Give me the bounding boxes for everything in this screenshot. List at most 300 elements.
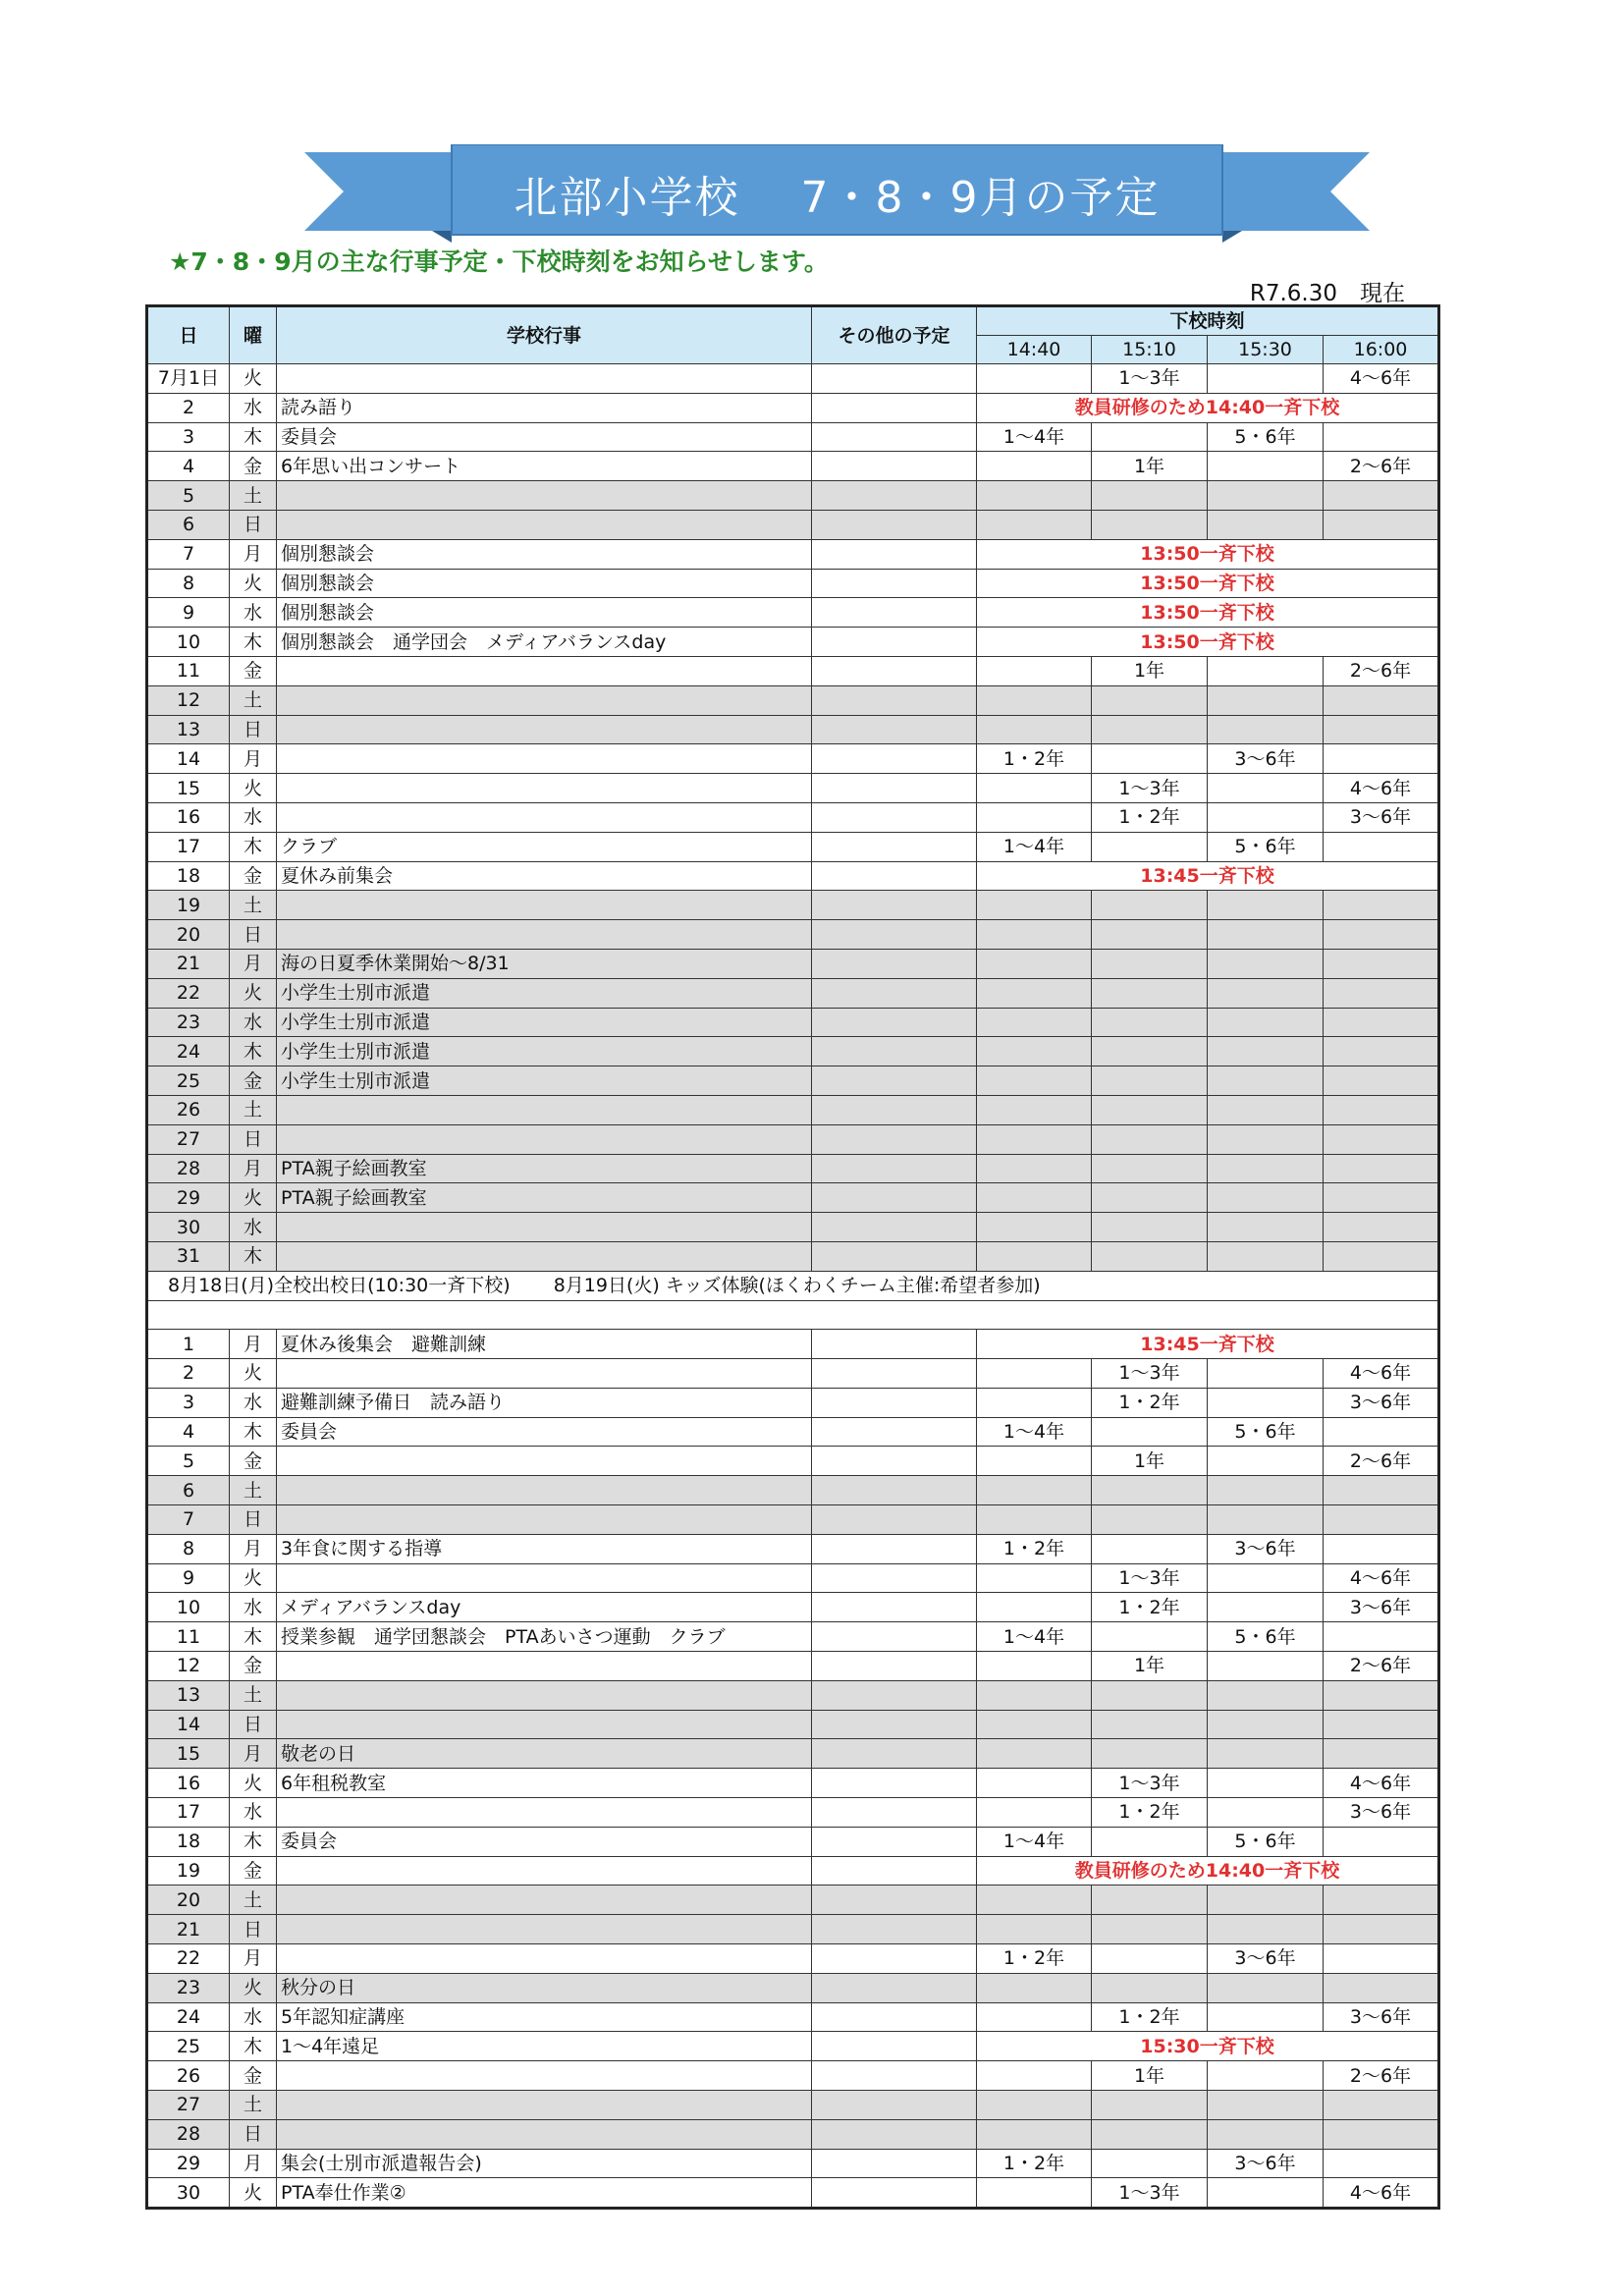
dismissal-cell <box>1092 1417 1208 1447</box>
table-row <box>147 744 1439 774</box>
table-row <box>147 1710 1439 1739</box>
weekday-cell: 水 <box>230 1798 277 1828</box>
dismissal-cell <box>1092 422 1208 452</box>
weekday-cell: 火 <box>230 774 277 803</box>
other-cell <box>812 1915 977 1944</box>
table-row <box>147 422 1439 452</box>
day-cell: 26 <box>147 1095 230 1124</box>
event-cell <box>277 891 812 920</box>
dismissal-cell <box>1324 1739 1439 1769</box>
dismissal-cell <box>1208 2091 1324 2120</box>
dismissal-notice: 13:50一斉下校 <box>977 569 1439 598</box>
table-row <box>147 1124 1439 1154</box>
table-row <box>147 2061 1439 2091</box>
event-cell: 敬老の日 <box>277 1739 812 1769</box>
table-row <box>147 2178 1439 2209</box>
dismissal-cell <box>977 1652 1092 1681</box>
day-cell: 16 <box>147 802 230 832</box>
dismissal-cell <box>977 1124 1092 1154</box>
other-cell <box>812 920 977 950</box>
day-cell: 15 <box>147 1739 230 1769</box>
dismissal-cell: 2～6年 <box>1324 452 1439 481</box>
day-cell: 31 <box>147 1241 230 1271</box>
event-cell <box>277 685 812 715</box>
dismissal-cell: 1・2年 <box>977 1944 1092 1974</box>
dismissal-notice: 教員研修のため14:40一斉下校 <box>977 1856 1439 1886</box>
weekday-cell: 日 <box>230 1505 277 1535</box>
september-rows <box>147 1330 1439 2209</box>
day-cell: 2 <box>147 393 230 422</box>
table-row <box>147 1008 1439 1037</box>
day-cell: 21 <box>147 949 230 978</box>
table-row <box>147 1739 1439 1769</box>
event-cell <box>277 2119 812 2149</box>
dismissal-cell: 5・6年 <box>1208 1417 1324 1447</box>
event-cell <box>277 1944 812 1974</box>
dismissal-cell <box>977 920 1092 950</box>
section-gap <box>147 1300 1439 1330</box>
dismissal-cell <box>1324 1680 1439 1710</box>
dismissal-cell: 1年 <box>1092 1447 1208 1476</box>
dismissal-cell <box>1324 1827 1439 1856</box>
event-cell: 5年認知症講座 <box>277 2002 812 2032</box>
weekday-cell: 月 <box>230 744 277 774</box>
dismissal-cell <box>977 1095 1092 1124</box>
dismissal-cell <box>1092 978 1208 1008</box>
day-cell: 3 <box>147 422 230 452</box>
dismissal-cell: 1～4年 <box>977 832 1092 861</box>
day-cell: 18 <box>147 1827 230 1856</box>
dismissal-cell <box>1324 2091 1439 2120</box>
dismissal-cell <box>1324 1534 1439 1563</box>
dismissal-cell <box>1208 1798 1324 1828</box>
other-cell <box>812 2091 977 2120</box>
event-cell: 小学生士別市派遣 <box>277 1008 812 1037</box>
dismissal-cell <box>1092 2149 1208 2178</box>
day-cell: 6 <box>147 510 230 539</box>
dismissal-cell <box>1208 1008 1324 1037</box>
dismissal-cell: 3～6年 <box>1324 1798 1439 1828</box>
weekday-cell: 水 <box>230 2002 277 2032</box>
dismissal-cell <box>1324 1241 1439 1271</box>
event-cell <box>277 1856 812 1886</box>
dismissal-cell: 1～3年 <box>1092 774 1208 803</box>
other-cell <box>812 1563 977 1593</box>
other-cell <box>812 1593 977 1622</box>
dismissal-cell <box>1092 1710 1208 1739</box>
other-cell <box>812 1973 977 2002</box>
weekday-cell: 土 <box>230 1476 277 1505</box>
dismissal-cell: 3～6年 <box>1208 744 1324 774</box>
day-cell: 12 <box>147 685 230 715</box>
weekday-cell: 火 <box>230 364 277 394</box>
other-cell <box>812 1680 977 1710</box>
other-cell <box>812 422 977 452</box>
other-cell <box>812 949 977 978</box>
dismissal-cell <box>1208 1447 1324 1476</box>
dismissal-cell: 1年 <box>1092 2061 1208 2091</box>
other-cell <box>812 1330 977 1359</box>
dismissal-cell <box>977 481 1092 511</box>
table-row <box>147 2032 1439 2061</box>
dismissal-cell: 1・2年 <box>1092 1593 1208 1622</box>
dismissal-cell: 1年 <box>1092 1652 1208 1681</box>
day-cell: 13 <box>147 1680 230 1710</box>
event-cell: 6年租税教室 <box>277 1769 812 1798</box>
table-row <box>147 1447 1439 1476</box>
notice-text: ★7・8・9月の主な行事予定・下校時刻をお知らせします。 <box>169 247 829 276</box>
weekday-cell: 月 <box>230 1739 277 1769</box>
other-cell <box>812 1505 977 1535</box>
dismissal-cell <box>1092 891 1208 920</box>
table-row <box>147 774 1439 803</box>
table-row <box>147 1066 1439 1096</box>
dismissal-cell <box>977 1183 1092 1213</box>
dismissal-cell <box>1324 1213 1439 1242</box>
table-row <box>147 832 1439 861</box>
weekday-cell: 木 <box>230 2032 277 2061</box>
weekday-cell: 水 <box>230 802 277 832</box>
dismissal-cell <box>977 2119 1092 2149</box>
dismissal-cell <box>1208 1886 1324 1915</box>
event-cell <box>277 1476 812 1505</box>
dismissal-cell <box>1208 656 1324 685</box>
weekday-cell: 日 <box>230 1710 277 1739</box>
weekday-cell: 水 <box>230 1388 277 1417</box>
event-cell: 委員会 <box>277 422 812 452</box>
dismissal-cell <box>1324 832 1439 861</box>
event-cell: 委員会 <box>277 1417 812 1447</box>
event-cell: 個別懇談会 <box>277 539 812 569</box>
event-cell: クラブ <box>277 832 812 861</box>
table-row <box>147 2002 1439 2032</box>
dismissal-cell <box>1208 1183 1324 1213</box>
dismissal-cell <box>977 1973 1092 2002</box>
dismissal-cell: 1～3年 <box>1092 2178 1208 2209</box>
weekday-cell: 火 <box>230 1769 277 1798</box>
other-cell <box>812 1124 977 1154</box>
day-cell: 3 <box>147 1388 230 1417</box>
dismissal-cell <box>1324 481 1439 511</box>
dismissal-cell <box>1324 1710 1439 1739</box>
dismissal-cell <box>1092 1680 1208 1710</box>
weekday-cell: 月 <box>230 1944 277 1974</box>
day-cell: 11 <box>147 656 230 685</box>
weekday-cell: 木 <box>230 1827 277 1856</box>
dismissal-cell: 3～6年 <box>1324 2002 1439 2032</box>
other-cell <box>812 2002 977 2032</box>
day-cell: 6 <box>147 1476 230 1505</box>
table-row <box>147 1973 1439 2002</box>
dismissal-cell <box>977 685 1092 715</box>
dismissal-cell <box>1324 1505 1439 1535</box>
other-cell <box>812 1944 977 1974</box>
weekday-cell: 日 <box>230 1124 277 1154</box>
dismissal-cell: 4～6年 <box>1324 1359 1439 1389</box>
weekday-cell: 火 <box>230 1359 277 1389</box>
table-row <box>147 1505 1439 1535</box>
table-row <box>147 1622 1439 1652</box>
dismissal-cell: 2～6年 <box>1324 2061 1439 2091</box>
dismissal-cell <box>1324 1008 1439 1037</box>
dismissal-cell <box>1324 1066 1439 1096</box>
event-cell: 3年食に関する指導 <box>277 1534 812 1563</box>
dismissal-cell <box>977 774 1092 803</box>
dismissal-cell: 4～6年 <box>1324 1563 1439 1593</box>
header-time-1510: 15:10 <box>1092 336 1208 364</box>
table-row <box>147 1330 1439 1359</box>
dismissal-cell <box>1324 1154 1439 1183</box>
other-cell <box>812 1476 977 1505</box>
dismissal-cell <box>977 978 1092 1008</box>
day-cell: 5 <box>147 481 230 511</box>
dismissal-cell: 1・2年 <box>1092 1388 1208 1417</box>
event-cell <box>277 481 812 511</box>
dismissal-cell <box>1324 1973 1439 2002</box>
weekday-cell: 日 <box>230 1915 277 1944</box>
day-cell: 21 <box>147 1915 230 1944</box>
day-cell: 25 <box>147 1066 230 1096</box>
dismissal-cell <box>1092 1241 1208 1271</box>
weekday-cell: 水 <box>230 1593 277 1622</box>
dismissal-cell <box>1092 1095 1208 1124</box>
other-cell <box>812 364 977 394</box>
event-cell <box>277 1710 812 1739</box>
event-cell <box>277 802 812 832</box>
dismissal-cell <box>1092 949 1208 978</box>
weekday-cell: 月 <box>230 1154 277 1183</box>
table-row <box>147 628 1439 657</box>
table-row <box>147 1095 1439 1124</box>
dismissal-cell: 1～3年 <box>1092 1359 1208 1389</box>
dismissal-cell <box>1324 978 1439 1008</box>
weekday-cell: 日 <box>230 920 277 950</box>
weekday-cell: 金 <box>230 1652 277 1681</box>
dismissal-cell: 4～6年 <box>1324 364 1439 394</box>
dismissal-cell <box>1324 1124 1439 1154</box>
dismissal-cell <box>1092 1944 1208 1974</box>
dismissal-cell <box>977 1915 1092 1944</box>
dismissal-cell: 1・2年 <box>977 1534 1092 1563</box>
dismissal-cell <box>1092 1183 1208 1213</box>
dismissal-cell <box>1324 510 1439 539</box>
dismissal-cell <box>977 715 1092 744</box>
dismissal-cell <box>1208 481 1324 511</box>
dismissal-cell <box>1092 1505 1208 1535</box>
other-cell <box>812 2149 977 2178</box>
weekday-cell: 土 <box>230 2091 277 2120</box>
dismissal-cell <box>1208 920 1324 950</box>
event-cell <box>277 1886 812 1915</box>
dismissal-cell <box>1092 481 1208 511</box>
event-cell: 1～4年遠足 <box>277 2032 812 2061</box>
day-cell: 4 <box>147 452 230 481</box>
weekday-cell: 火 <box>230 2178 277 2209</box>
event-cell <box>277 1359 812 1389</box>
table-row <box>147 569 1439 598</box>
dismissal-cell <box>977 364 1092 394</box>
day-cell: 17 <box>147 1798 230 1828</box>
day-cell: 19 <box>147 891 230 920</box>
dismissal-cell <box>1208 949 1324 978</box>
header-weekday: 曜 <box>230 306 277 364</box>
dismissal-cell <box>1208 2061 1324 2091</box>
weekday-cell: 金 <box>230 1066 277 1096</box>
table-row <box>147 1798 1439 1828</box>
dismissal-cell <box>977 1680 1092 1710</box>
dismissal-cell <box>1208 2178 1324 2209</box>
other-cell <box>812 978 977 1008</box>
as-of-date: R7.6.30 現在 <box>1249 281 1405 306</box>
dismissal-cell: 1～4年 <box>977 1417 1092 1447</box>
dismissal-cell <box>977 1447 1092 1476</box>
other-cell <box>812 1710 977 1739</box>
table-row <box>147 539 1439 569</box>
table-row <box>147 1680 1439 1710</box>
other-cell <box>812 1886 977 1915</box>
august-section <box>147 1271 1439 1330</box>
table-row <box>147 1154 1439 1183</box>
dismissal-cell <box>1208 1037 1324 1066</box>
dismissal-cell <box>977 1476 1092 1505</box>
event-cell <box>277 1563 812 1593</box>
day-cell: 2 <box>147 1359 230 1389</box>
event-cell <box>277 1241 812 1271</box>
other-cell <box>812 802 977 832</box>
dismissal-cell: 1・2年 <box>1092 2002 1208 2032</box>
dismissal-cell: 1・2年 <box>977 2149 1092 2178</box>
table-row <box>147 364 1439 394</box>
weekday-cell: 水 <box>230 1008 277 1037</box>
other-cell <box>812 481 977 511</box>
august-note: 8月18日(月)全校出校日(10:30一斉下校) 8月19日(火) キッズ体験(ほくわくチーム主催:希望者参加) <box>147 1271 1439 1300</box>
dismissal-cell: 4～6年 <box>1324 774 1439 803</box>
table-row <box>147 685 1439 715</box>
dismissal-cell: 4～6年 <box>1324 2178 1439 2209</box>
table-row <box>147 1944 1439 1974</box>
dismissal-cell <box>1324 891 1439 920</box>
other-cell <box>812 628 977 657</box>
day-cell: 20 <box>147 1886 230 1915</box>
dismissal-cell <box>1208 1095 1324 1124</box>
event-cell: 委員会 <box>277 1827 812 1856</box>
day-cell: 29 <box>147 2149 230 2178</box>
dismissal-cell <box>1208 1710 1324 1739</box>
dismissal-cell <box>1208 452 1324 481</box>
table-row <box>147 1915 1439 1944</box>
other-cell <box>812 1359 977 1389</box>
table-row <box>147 1593 1439 1622</box>
day-cell: 8 <box>147 1534 230 1563</box>
weekday-cell: 金 <box>230 861 277 891</box>
dismissal-cell: 1～3年 <box>1092 1769 1208 1798</box>
weekday-cell: 金 <box>230 2061 277 2091</box>
day-cell: 9 <box>147 598 230 628</box>
dismissal-cell: 1～4年 <box>977 1622 1092 1652</box>
other-cell <box>812 1622 977 1652</box>
event-cell <box>277 1652 812 1681</box>
other-cell <box>812 452 977 481</box>
other-cell <box>812 598 977 628</box>
dismissal-cell: 1年 <box>1092 656 1208 685</box>
dismissal-cell <box>1208 1593 1324 1622</box>
event-cell <box>277 1095 812 1124</box>
dismissal-cell <box>1208 891 1324 920</box>
table-row <box>147 1856 1439 1886</box>
other-cell <box>812 1534 977 1563</box>
dismissal-cell <box>1324 920 1439 950</box>
weekday-cell: 土 <box>230 891 277 920</box>
other-cell <box>812 1769 977 1798</box>
dismissal-notice: 13:50一斉下校 <box>977 598 1439 628</box>
event-cell <box>277 774 812 803</box>
dismissal-cell <box>977 2002 1092 2032</box>
table-row <box>147 1241 1439 1271</box>
day-cell: 30 <box>147 2178 230 2209</box>
dismissal-cell <box>1208 1739 1324 1769</box>
event-cell: 個別懇談会 <box>277 598 812 628</box>
dismissal-cell <box>1208 1241 1324 1271</box>
other-cell <box>812 1154 977 1183</box>
weekday-cell: 月 <box>230 1330 277 1359</box>
event-cell <box>277 2091 812 2120</box>
day-cell: 24 <box>147 1037 230 1066</box>
table-row <box>147 656 1439 685</box>
day-cell: 10 <box>147 628 230 657</box>
dismissal-cell <box>1208 1066 1324 1096</box>
dismissal-cell <box>1208 685 1324 715</box>
other-cell <box>812 1447 977 1476</box>
day-cell: 13 <box>147 715 230 744</box>
other-cell <box>812 1008 977 1037</box>
day-cell: 14 <box>147 744 230 774</box>
dismissal-cell <box>977 452 1092 481</box>
event-cell <box>277 744 812 774</box>
table-row <box>147 1388 1439 1417</box>
dismissal-cell <box>1208 1505 1324 1535</box>
weekday-cell: 水 <box>230 598 277 628</box>
dismissal-cell: 1・2年 <box>1092 802 1208 832</box>
weekday-cell: 月 <box>230 2149 277 2178</box>
day-cell: 20 <box>147 920 230 950</box>
other-cell <box>812 715 977 744</box>
dismissal-cell <box>1208 715 1324 744</box>
event-cell <box>277 1915 812 1944</box>
weekday-cell: 火 <box>230 1973 277 2002</box>
dismissal-cell: 3～6年 <box>1324 1593 1439 1622</box>
dismissal-cell: 1～3年 <box>1092 364 1208 394</box>
table-row <box>147 2149 1439 2178</box>
event-cell: PTA親子絵画教室 <box>277 1183 812 1213</box>
event-cell: 個別懇談会 通学団会 メディアバランスday <box>277 628 812 657</box>
dismissal-notice: 15:30一斉下校 <box>977 2032 1439 2061</box>
table-row <box>147 1213 1439 1242</box>
day-cell: 24 <box>147 2002 230 2032</box>
event-cell <box>277 1124 812 1154</box>
weekday-cell: 金 <box>230 656 277 685</box>
day-cell: 7 <box>147 539 230 569</box>
dismissal-cell: 2～6年 <box>1324 1447 1439 1476</box>
dismissal-cell <box>1092 1827 1208 1856</box>
event-cell <box>277 1447 812 1476</box>
other-cell <box>812 891 977 920</box>
weekday-cell: 木 <box>230 1622 277 1652</box>
dismissal-cell: 1年 <box>1092 452 1208 481</box>
dismissal-cell <box>977 1563 1092 1593</box>
other-cell <box>812 861 977 891</box>
dismissal-cell <box>977 1359 1092 1389</box>
dismissal-cell: 5・6年 <box>1208 1622 1324 1652</box>
